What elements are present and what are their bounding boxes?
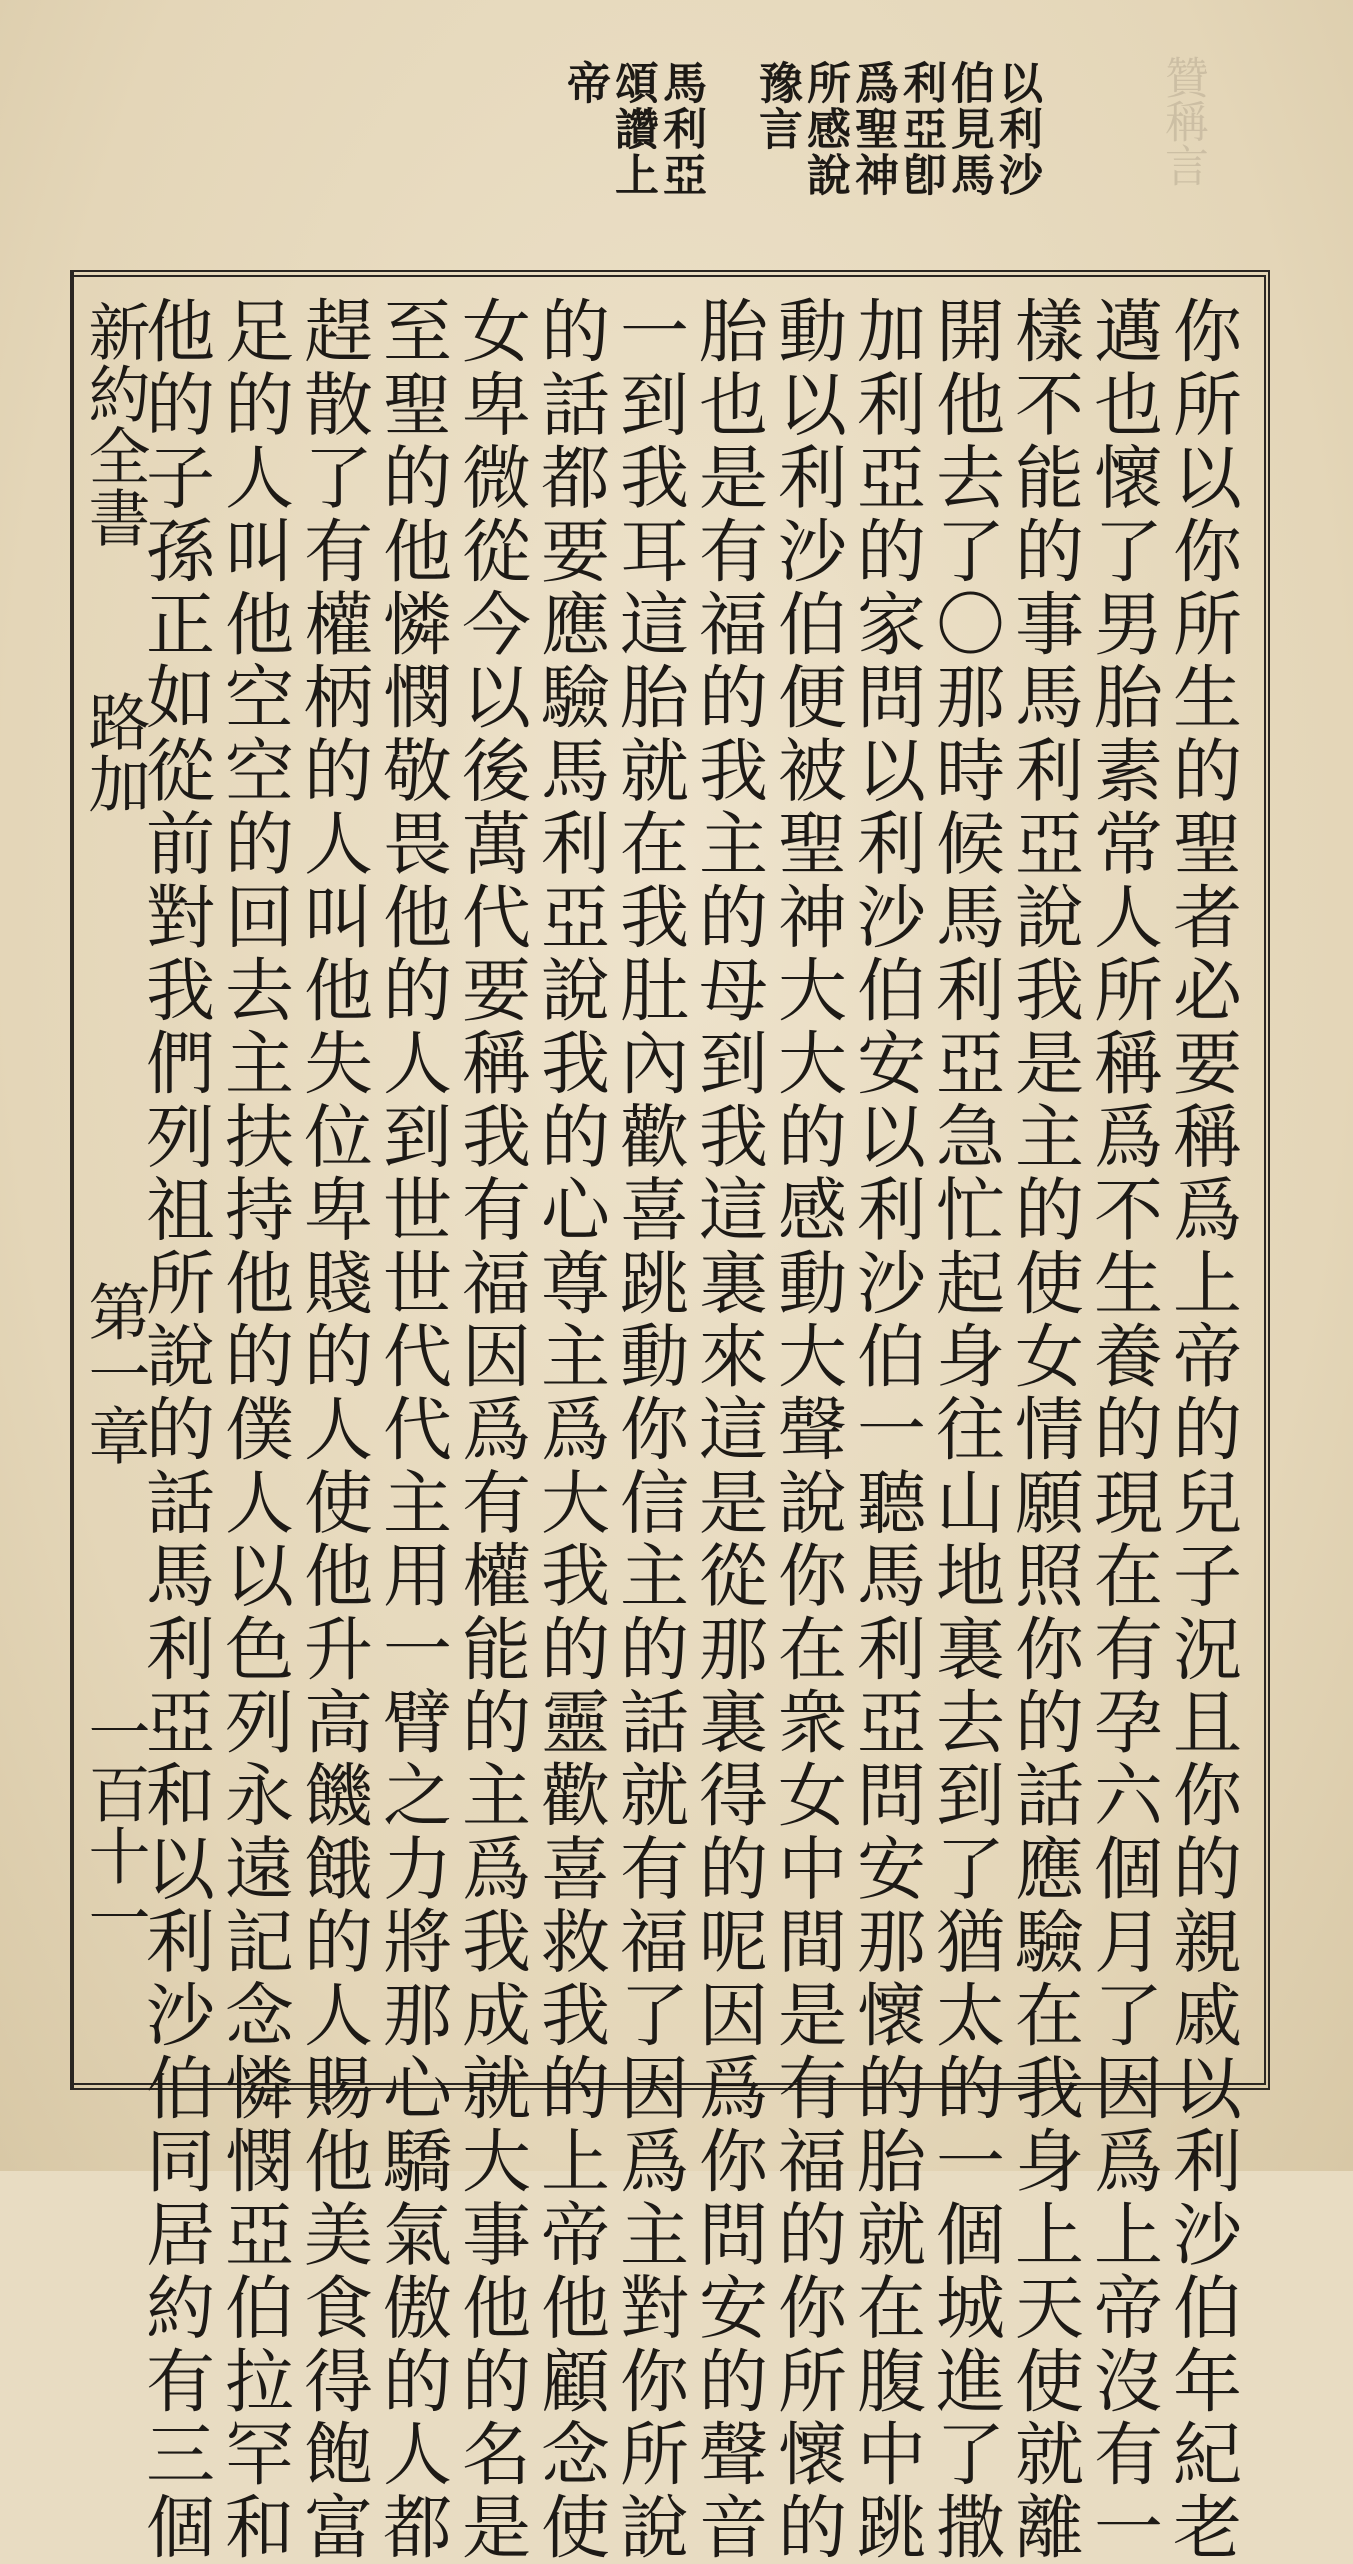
margin-note-gap	[712, 60, 744, 275]
margin-note	[560, 60, 704, 240]
bleed-through-text: 贊稱言	[1157, 55, 1208, 187]
text-column: 開他去了〇那時候馬利亞急忙起身往山地裏去到了猶太的一個城進了撒	[924, 295, 1004, 2564]
page-number: 一百十一	[78, 1700, 151, 1948]
text-column: 足的人叫他空空的回去主扶持他的僕人以色列永遠記念憐憫亞伯拉罕和	[213, 295, 293, 2564]
chapter-label: 第一章	[78, 1280, 151, 1466]
margin-note-text: 以利沙伯見馬利亞卽爲聖神所感說豫言	[751, 60, 1042, 198]
text-column: 一到我耳這胎就在我肚內歡喜跳動你信主的話就有福了因爲主對你所說	[608, 295, 688, 2564]
text-column: 樣不能的事馬利亞說我是主的使女情願照你的話應驗在我身上天使就離	[1003, 295, 1083, 2564]
book-title: 新約全書	[78, 300, 151, 548]
gospel-name: 路加	[78, 690, 151, 814]
text-column: 女卑微從今以後萬代要稱我有福因爲有權能的主爲我成就大事他的名是	[450, 295, 530, 2564]
scripture-text	[134, 295, 1241, 2564]
text-column: 動以利沙伯便被聖神大大的感動大聲說你在衆女中間是有福的你所懷的	[766, 295, 846, 2564]
text-column: 邁也懷了男胎素常人所稱爲不生養的現在有孕六個月了因爲上帝沒有一	[1082, 295, 1162, 2564]
text-column: 的話都要應驗馬利亞說我的心尊主爲大我的靈歡喜救我的上帝他顧念使	[529, 295, 609, 2564]
margin-note	[752, 60, 1040, 240]
text-column: 胎也是有福的我主的母到我這裏來這是從那裏得的呢因爲你問安的聲音	[687, 295, 767, 2564]
text-column: 他的子孫正如從前對我們列祖所說的話馬利亞和以利沙伯同居約有三個	[134, 295, 214, 2564]
text-column: 你所以你所生的聖者必要稱爲上帝的兒子況且你的親戚以利沙伯年紀老	[1161, 295, 1241, 2564]
text-column: 至聖的他憐憫敬畏他的人到世世代代主用一臂之力將那心驕氣傲的人都	[371, 295, 451, 2564]
text-column: 加利亞的家問以利沙伯安以利沙伯一聽馬利亞問安那懷的胎就在腹中跳	[845, 295, 925, 2564]
margin-note-text: 馬利亞頌讚上帝	[559, 60, 706, 198]
margin-notes	[560, 60, 1040, 275]
running-header	[70, 300, 150, 2050]
text-column: 趕散了有權柄的人叫他失位卑賤的人使他升高饑餓的人賜他美食得飽富	[292, 295, 372, 2564]
